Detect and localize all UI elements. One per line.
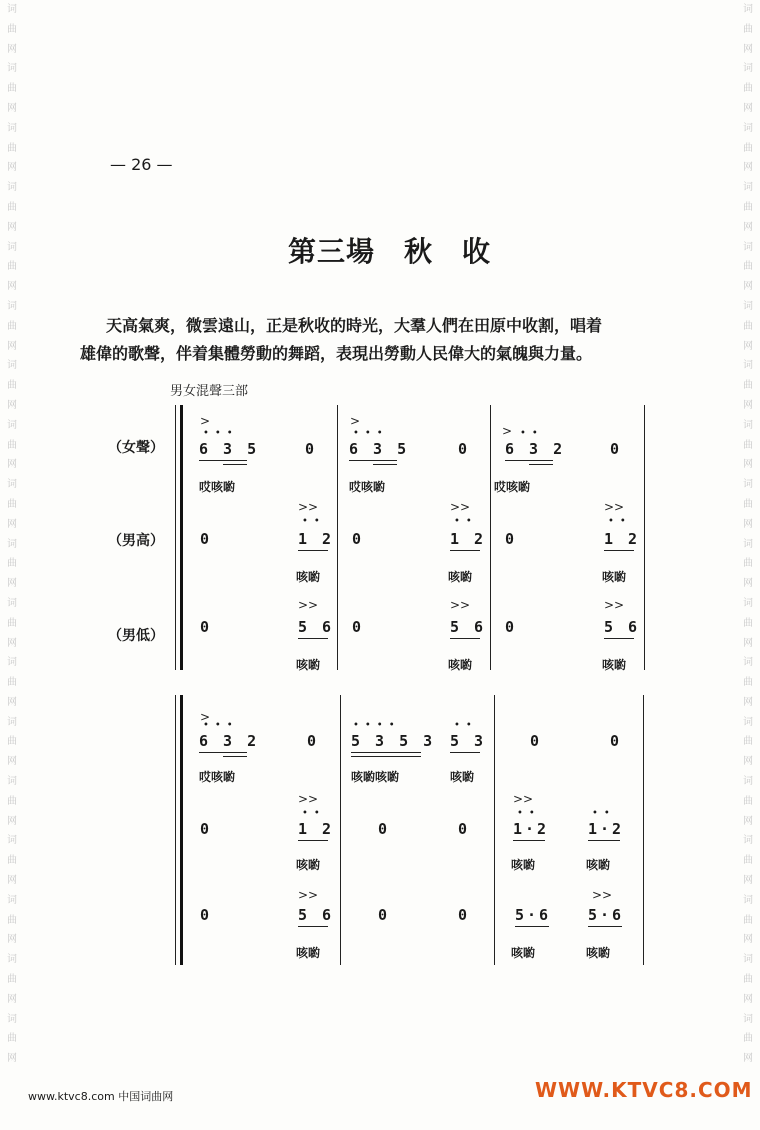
accent-mark: >> xyxy=(604,500,625,514)
beam-line xyxy=(223,756,247,757)
octave-dots: •••• xyxy=(353,720,401,731)
accent-mark: >> xyxy=(298,500,319,514)
accent-mark: >> xyxy=(592,888,613,902)
s2-bass-m2-rest-1: 0 xyxy=(378,906,391,924)
watermark-right: 词曲网词曲网词曲网词曲网词曲网词曲网词曲网词曲网词曲网词曲网词曲网词曲网词曲网词曲网词曲网词曲网词曲网词曲网 xyxy=(743,4,753,1065)
beam-line xyxy=(505,460,553,461)
system2-barline-2 xyxy=(494,695,495,965)
system2-start-barline xyxy=(180,695,183,965)
octave-dots: ••• xyxy=(353,428,389,439)
footer-logo-url[interactable]: WWW.KTVC8.COM xyxy=(535,1078,753,1102)
s1-tenor-lyric-1: 咳喲 xyxy=(296,570,321,584)
s2-tenor-m3-notes-1: 1·2 xyxy=(513,820,550,838)
s2-tenor-lyric-1: 咳喲 xyxy=(296,858,321,872)
s2-bass-m1-notes: 5 6 xyxy=(298,906,335,924)
beam-line xyxy=(529,464,553,465)
s2-female-lyric-1: 哎咳喲 xyxy=(199,770,236,784)
s2-bass-lyric-1: 咳喲 xyxy=(296,946,321,960)
intro-line-2: 雄偉的歌聲，伴着集體勞動的舞蹈，表現出勞動人民偉大的氣魄與力量。 xyxy=(80,344,593,363)
voice-label-tenor: （男高） xyxy=(108,533,164,549)
octave-dots: •• xyxy=(517,808,541,819)
s1-female-m1-notes: 6 3 5 xyxy=(199,440,260,458)
s2-bass-m2-rest-2: 0 xyxy=(458,906,471,924)
s1-female-m3-notes: 6 3 2 xyxy=(505,440,566,458)
s1-female-lyric-3: 哎咳喲 xyxy=(494,480,531,494)
s2-female-m2-notes: 5 3 5 3 xyxy=(351,732,436,750)
beam-line xyxy=(199,460,247,461)
score-subtitle: 男女混聲三部 xyxy=(170,384,249,399)
s1-tenor-m1-rest: 0 xyxy=(200,530,213,548)
s2-female-m3-rest-2: 0 xyxy=(610,732,623,750)
s1-bass-m3-rest: 0 xyxy=(505,618,518,636)
accent-mark: >> xyxy=(450,500,471,514)
accent-mark: >> xyxy=(298,598,319,612)
beam-line xyxy=(450,550,480,551)
beam-line xyxy=(351,756,421,757)
system1-end-barline xyxy=(644,405,645,670)
s1-female-m1-rest: 0 xyxy=(305,440,318,458)
accent-mark: >> xyxy=(604,598,625,612)
s2-tenor-lyric-2: 咳喲 xyxy=(511,858,536,872)
s2-bass-lyric-2: 咳喲 xyxy=(511,946,536,960)
s1-bass-lyric-2: 咳喲 xyxy=(448,658,473,672)
voice-label-female: （女聲） xyxy=(108,440,164,456)
s2-female-m1-rest: 0 xyxy=(307,732,320,750)
s1-tenor-m2-notes: 1 2 xyxy=(450,530,487,548)
s1-tenor-m1-notes: 1 2 xyxy=(298,530,335,548)
beam-line xyxy=(450,638,480,639)
beam-line xyxy=(515,926,549,927)
s2-bass-m3-notes-1: 5·6 xyxy=(515,906,552,924)
beam-line xyxy=(450,752,480,753)
beam-line xyxy=(351,752,421,753)
s1-bass-lyric-3: 咳喲 xyxy=(602,658,627,672)
beam-line xyxy=(298,926,328,927)
s2-female-m1-notes: 6 3 2 xyxy=(199,732,260,750)
octave-dots: •• xyxy=(454,720,478,731)
beam-line xyxy=(298,840,328,841)
s2-tenor-lyric-3: 咳喲 xyxy=(586,858,611,872)
s2-female-lyric-3: 咳喲 xyxy=(450,770,475,784)
s2-female-m3-rest-1: 0 xyxy=(530,732,543,750)
s1-tenor-m3-notes: 1 2 xyxy=(604,530,641,548)
s1-bass-m1-rest: 0 xyxy=(200,618,213,636)
accent-mark: > xyxy=(200,414,211,428)
beam-line xyxy=(588,926,622,927)
accent-mark: > xyxy=(502,424,513,438)
octave-dots: •• xyxy=(608,516,632,527)
s2-tenor-m2-rest-2: 0 xyxy=(458,820,471,838)
s1-tenor-lyric-3: 咳喲 xyxy=(602,570,627,584)
intro-line-1: 天高氣爽，微雲遠山，正是秋收的時光，大羣人們在田原中收割，唱着 xyxy=(106,316,603,335)
s2-bass-m3-notes-2: 5·6 xyxy=(588,906,625,924)
accent-mark: >> xyxy=(298,792,319,806)
s1-bass-m3-notes: 5 6 xyxy=(604,618,641,636)
page-title: 第三場 秋 收 xyxy=(288,235,492,268)
s2-bass-m1-rest: 0 xyxy=(200,906,213,924)
accent-mark: > xyxy=(350,414,361,428)
s1-bass-lyric-1: 咳喲 xyxy=(296,658,321,672)
system2-left-brace-line xyxy=(175,695,176,965)
accent-mark: >> xyxy=(298,888,319,902)
s1-tenor-m2-rest: 0 xyxy=(352,530,365,548)
s2-tenor-m2-rest-1: 0 xyxy=(378,820,391,838)
beam-line xyxy=(604,550,634,551)
s1-tenor-lyric-2: 咳喲 xyxy=(448,570,473,584)
footer-site-link[interactable]: www.ktvc8.com 中国词曲网 xyxy=(28,1090,174,1103)
system1-barline-1 xyxy=(337,405,338,670)
voice-label-bass: （男低） xyxy=(108,628,164,644)
s1-female-lyric-1: 哎咳喲 xyxy=(199,480,236,494)
s1-tenor-m3-rest: 0 xyxy=(505,530,518,548)
s1-female-lyric-2: 哎咳喲 xyxy=(349,480,386,494)
s1-female-m3-rest: 0 xyxy=(610,440,623,458)
system2-barline-1 xyxy=(340,695,341,965)
system1-left-brace-line xyxy=(175,405,176,670)
s1-female-m2-rest: 0 xyxy=(458,440,471,458)
beam-line xyxy=(298,550,328,551)
octave-dots: •• xyxy=(302,516,326,527)
page-number: — 26 — xyxy=(110,155,173,174)
octave-dots: ••• xyxy=(203,720,239,731)
watermark-left: 词曲网词曲网词曲网词曲网词曲网词曲网词曲网词曲网词曲网词曲网词曲网词曲网词曲网词曲网词曲网词曲网词曲网词曲网 xyxy=(7,4,17,1065)
intro-paragraph xyxy=(80,312,690,368)
beam-line xyxy=(349,460,397,461)
beam-line xyxy=(513,840,545,841)
octave-dots: •• xyxy=(592,808,616,819)
s2-tenor-m3-notes-2: 1·2 xyxy=(588,820,625,838)
accent-mark: >> xyxy=(450,598,471,612)
beam-line xyxy=(604,638,634,639)
s1-female-m2-notes: 6 3 5 xyxy=(349,440,410,458)
beam-line xyxy=(373,464,397,465)
beam-line xyxy=(588,840,620,841)
octave-dots: ••• xyxy=(203,428,239,439)
s1-bass-m2-rest: 0 xyxy=(352,618,365,636)
system1-barline-2 xyxy=(490,405,491,670)
s1-bass-m1-notes: 5 6 xyxy=(298,618,335,636)
beam-line xyxy=(199,752,247,753)
beam-line xyxy=(298,638,328,639)
octave-dots: •• xyxy=(302,808,326,819)
beam-line xyxy=(223,464,247,465)
octave-dots: •• xyxy=(520,428,544,439)
system2-end-barline xyxy=(643,695,644,965)
s2-tenor-m1-rest: 0 xyxy=(200,820,213,838)
s2-tenor-m1-notes: 1 2 xyxy=(298,820,335,838)
accent-mark: >> xyxy=(513,792,534,806)
accent-mark: > xyxy=(200,710,211,724)
octave-dots: •• xyxy=(454,516,478,527)
s2-bass-lyric-3: 咳喲 xyxy=(586,946,611,960)
s2-female-lyric-2: 咳喲咳喲 xyxy=(351,770,400,784)
s1-bass-m2-notes: 5 6 xyxy=(450,618,487,636)
s2-female-m2-notes-b: 5 3 xyxy=(450,732,487,750)
system1-start-barline xyxy=(180,405,183,670)
